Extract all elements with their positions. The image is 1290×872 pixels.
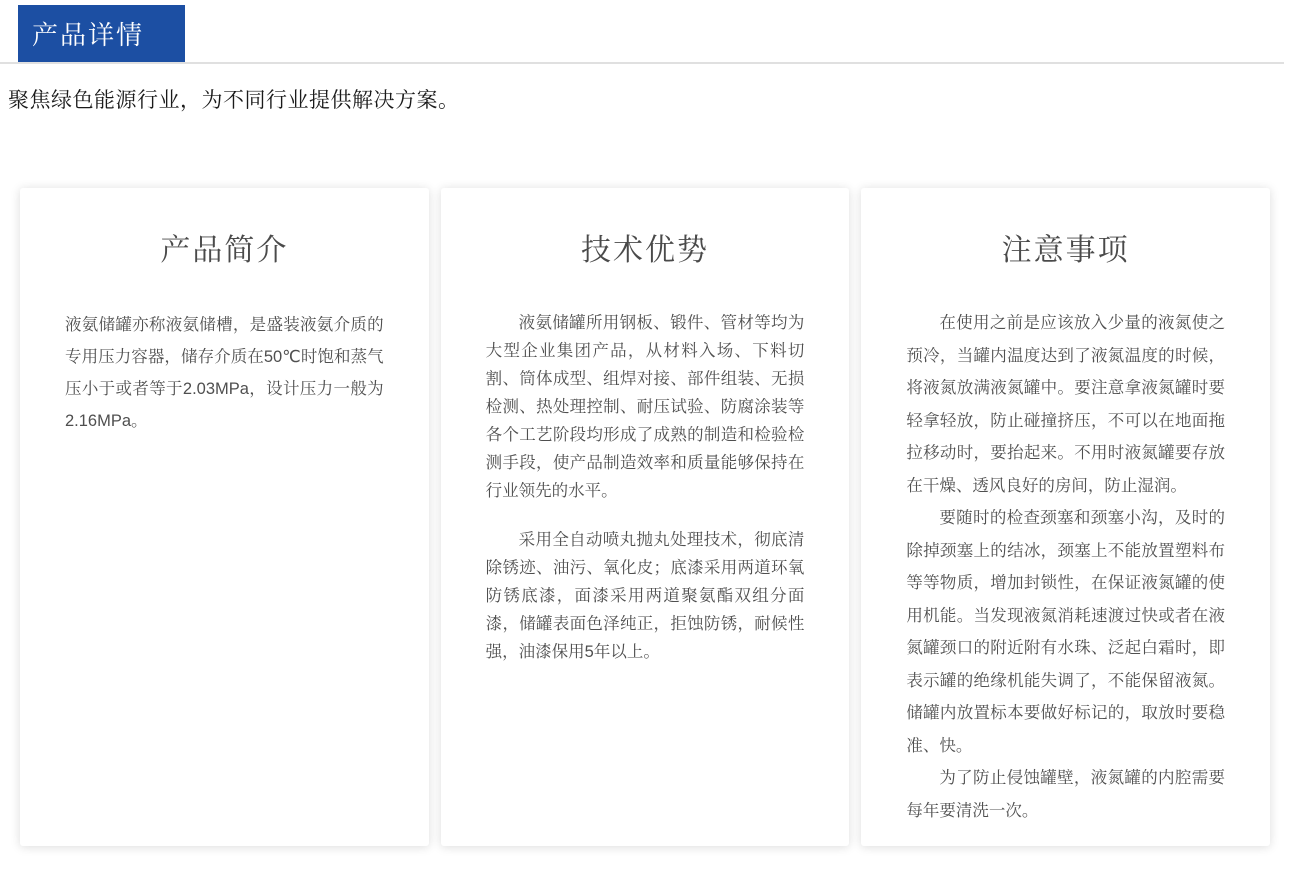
card-tech-advantages-paragraph: 液氨储罐所用钢板、锻件、管材等均为大型企业集团产品，从材料入场、下料切割、筒体成型、组焊对接、部件组装、无损检测、热处理控制、耐压试验、防腐涂装等各个工艺阶段均形成了成熟的制造和检验检测手段，使产品制造效率和质量能够保持在行业领先的水平。 xyxy=(485,314,805,500)
section-subtitle: 聚焦绿色能源行业，为不同行业提供解决方案。 xyxy=(8,89,460,112)
card-precautions-paragraph: 在使用之前是应该放入少量的液氮使之预冷，当罐内温度达到了液氮温度的时候，将液氮放满液氮罐中。要注意拿液氮罐时要轻拿轻放，防止碰撞挤压，不可以在地面拖拉移动时，要抬起来。不用时液氮罐要存放在干燥、透风良好的房间，防止湿润。 xyxy=(906,314,1226,495)
tab-product-details[interactable] xyxy=(18,5,185,62)
card-tech-advantages-paragraph: 采用全自动喷丸抛丸处理技术，彻底清除锈迹、油污、氧化皮；底漆采用两道环氧防锈底漆，面漆采用两道聚氨酯双组分面漆，储罐表面色泽纯正，拒蚀防锈，耐候性强，油漆保用5年以上。 xyxy=(485,531,805,661)
card-precautions-paragraph: 为了防止侵蚀罐壁，液氮罐的内腔需要每年要清洗一次。 xyxy=(906,769,1226,820)
tab-product-details-label: 产品详情 xyxy=(32,20,145,50)
card-precautions-body xyxy=(906,307,1225,827)
card-tech-advantages-body xyxy=(486,309,805,666)
card-precautions xyxy=(861,188,1270,846)
card-precautions-title: 注意事项 xyxy=(1001,234,1130,267)
card-product-intro-paragraph: 液氨储罐亦称液氨储槽，是盛装液氨介质的专用压力容器，储存介质在50℃时饱和蒸气压小于或者等于2.03MPa，设计压力一般为2.16MPa。 xyxy=(65,316,384,430)
card-tech-advantages-title: 技术优势 xyxy=(581,234,709,267)
card-product-intro xyxy=(20,188,429,846)
card-product-intro-title: 产品简介 xyxy=(160,234,289,267)
cards-row xyxy=(0,188,1290,846)
card-product-intro-body xyxy=(65,309,384,437)
card-precautions-paragraph: 要随时的检查颈塞和颈塞小沟，及时的除掉颈塞上的结冰，颈塞上不能放置塑料布等等物质，增加封锁性，在保证液氮罐的使用机能。当发现液氮消耗速渡过快或者在液氮罐颈口的附近附有水珠、泛起白霜时，即表示罐的绝缘机能失调了，不能保留液氮。储罐内放置标本要做好标记的，取放时要稳准、快。 xyxy=(906,509,1226,755)
card-tech-advantages xyxy=(441,188,850,846)
section-header xyxy=(0,0,1284,64)
